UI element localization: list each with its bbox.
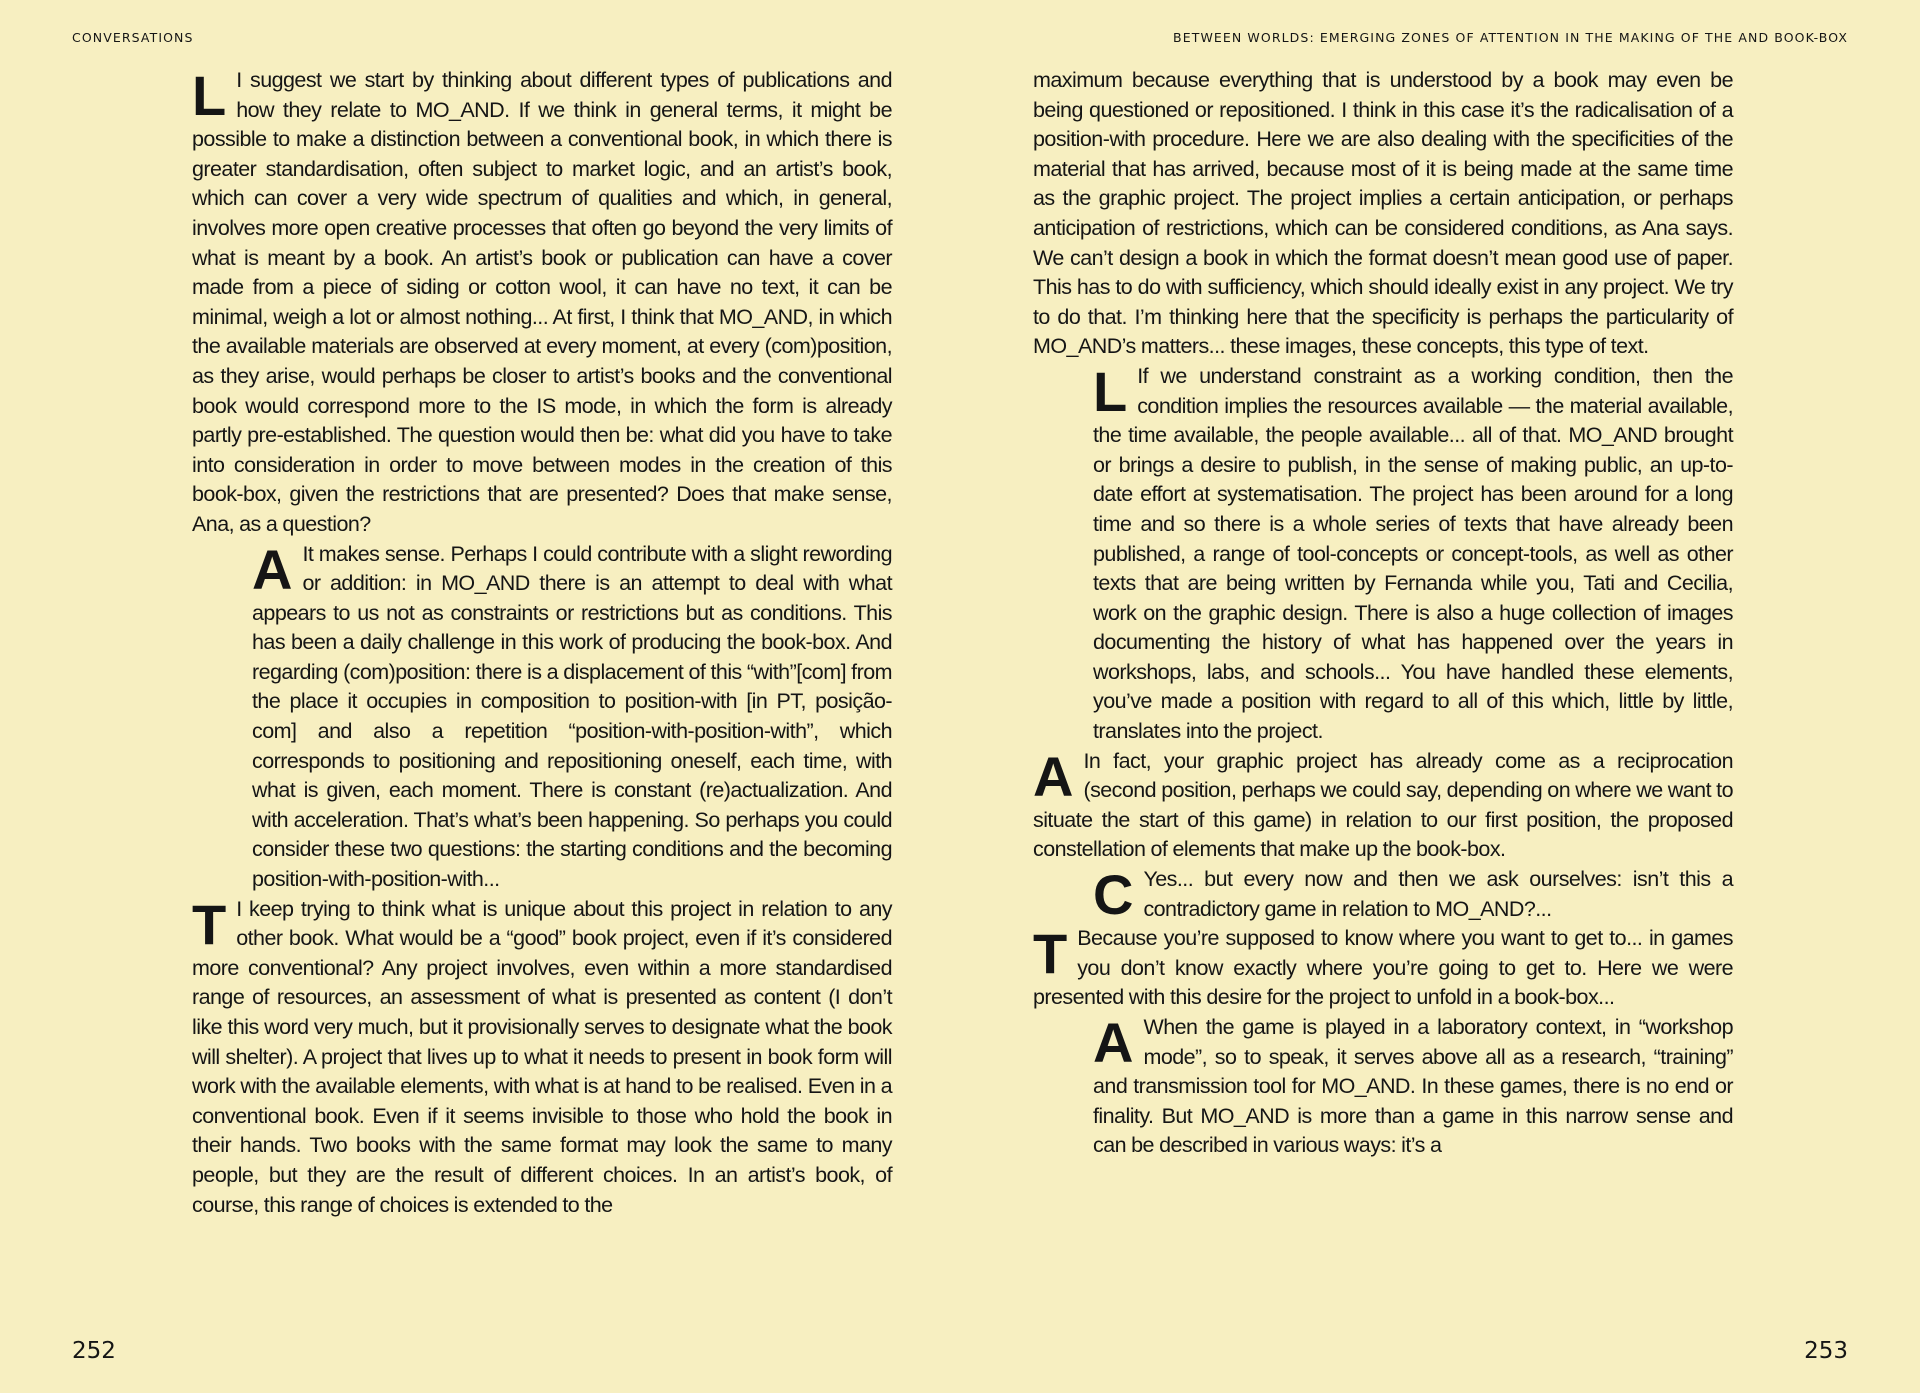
left-page-column	[192, 66, 892, 1220]
running-header-left: CONVERSATIONS	[72, 30, 194, 45]
paragraph-text: maximum because everything that is understood by a book may even be being questioned or repositioned. I think in this case it’s the radicalisation of a position-with procedure. Here we are also dealing with the specificities of the material that has arrived, because most of it is being made at the same time as the graphic project. The project implies a certain anticipation, or perhaps anticipation of restrictions, which can be considered conditions, as Ana says. We can’t design a book in which the format doesn’t mean good use of paper. This has to do with sufficiency, which should ideally exist in any project. We try to do that. I’m thinking here that the specificity is perhaps the particularity of MO_AND’s matters... these images, these concepts, this type of text.	[1033, 68, 1733, 359]
dialogue-paragraph	[1033, 744, 1733, 865]
speaker-initial: T	[192, 892, 227, 956]
paragraph-text: When the game is played in a laboratory context, in “workshop mode”, so to speak, it serves above all as a research, “training” and transmission tool for MO_AND. In these games, there is no end or finality. But MO_AND is more than a game in this narrow sense and can be described in various ways: it’s a	[1093, 1015, 1733, 1158]
paragraph-text: It makes sense. Perhaps I could contribute with a slight rewording or addition: in MO_AND there is an attempt to deal with what appears to us not as constraints or restrictions but as conditions. This has been a daily challenge in this work of producing the book-box. And regarding (com)position: there is a displacement of this “with”[com] from the place it occupies in composition to position-with [in PT, posição-com] and also a repetition “position-with-position-with”, which corresponds to positioning and repositioning oneself, each time, with what is given, each moment. There is constant (re)actualization. And with acceleration. That’s what’s been happening. So perhaps you could consider these two questions: the starting conditions and the becoming position-with-position-with...	[252, 541, 892, 892]
dialogue-paragraph	[1093, 1013, 1733, 1161]
speaker-initial: T	[1033, 922, 1068, 986]
paragraph-text: I keep trying to think what is unique about this project in relation to any other book. What would be a “good” book project, even if it’s considered more conventional? Any project involves, even within a more standardised range of resources, an assessment of what is presented as content (I don’t like this word very much, but it provisionally serves to designate what the book will shelter). A project that lives up to what it needs to present in book form will work with the available elements, with what is at hand to be realised. Even in a conventional book. Even if it seems invisible to those who hold the book in their hands. Two books with the same format may look the same to many people, but they are the result of different choices. In an artist’s book, of course, this range of choices is extended to the	[192, 896, 892, 1217]
dialogue-paragraph	[1093, 359, 1733, 747]
dialogue-paragraph	[252, 537, 892, 895]
speaker-initial: L	[1093, 359, 1128, 423]
dialogue-paragraph	[1033, 924, 1733, 1013]
page-number-right: 253	[1804, 1338, 1848, 1364]
page-number-left: 252	[72, 1338, 116, 1364]
speaker-initial: C	[1093, 863, 1134, 927]
paragraph-text: Because you’re supposed to know where you want to get to... in games you don’t know exactly where you’re going to get to. Here we were presented with this desire for the project to unfold in a book-box...	[1033, 926, 1733, 1010]
dialogue-paragraph	[1093, 863, 1733, 927]
dialogue-paragraph	[192, 66, 892, 540]
running-header-right: BETWEEN WORLDS: EMERGING ZONES OF ATTENTION IN THE MAKING OF THE AND BOOK-BOX	[1173, 30, 1848, 45]
speaker-initial: A	[1093, 1011, 1134, 1074]
speaker-initial: L	[192, 64, 227, 127]
paragraph-text: In fact, your graphic project has already come as a reciprocation (second position, perhaps we could say, depending on where we want to situate the start of this game) in relation to our first position, the proposed constellation of elements that make up the book-box.	[1033, 748, 1733, 862]
dialogue-paragraph-continued	[1033, 66, 1733, 362]
right-page-column	[1033, 66, 1733, 1161]
speaker-initial: A	[1033, 744, 1074, 808]
paragraph-text: Yes... but every now and then we ask ourselves: isn’t this a contradictory game in relation to MO_AND?...	[1143, 867, 1733, 921]
speaker-initial: A	[252, 537, 293, 601]
paragraph-text: I suggest we start by thinking about different types of publications and how they relate to MO_AND. If we think in general terms, it might be possible to make a distinction between a conventional book, in which there is greater standardisation, often subject to market logic, and an artist’s book, which can cover a very wide spectrum of qualities and which, in general, involves more open creative processes that often go beyond the very limits of what is meant by a book. An artist’s book or publication can have a cover made from a piece of siding or cotton wool, it can have no text, it can be minimal, weigh a lot or almost nothing... At first, I think that MO_AND, in which the available materials are observed at every moment, at every (com)position, as they arise, would perhaps be closer to artist’s books and the conventional book would correspond more to the IS mode, in which the form is already partly pre-established. The question would then be: what did you have to take into consideration in order to move between modes in the creation of this book-box, given the restrictions that are presented? Does that make sense, Ana, as a question?	[192, 68, 892, 536]
dialogue-paragraph	[192, 892, 892, 1221]
paragraph-text: If we understand constraint as a working condition, then the condition implies the resources available — the material available, the time available, the people available... all of that. MO_AND brought or brings a desire to publish, in the sense of making public, an up-to-date effort at systematisation. The project has been around for a long time and so there is a whole series of texts that have already been published, a range of tool-concepts or concept-tools, as well as other texts that are being written by Fernanda while you, Tati and Cecilia, work on the graphic design. There is also a huge collection of images documenting the history of what has happened over the years in workshops, labs, and schools... You have handled these elements, you’ve made a position with regard to all of this which, little by little, translates into the project.	[1093, 363, 1733, 744]
